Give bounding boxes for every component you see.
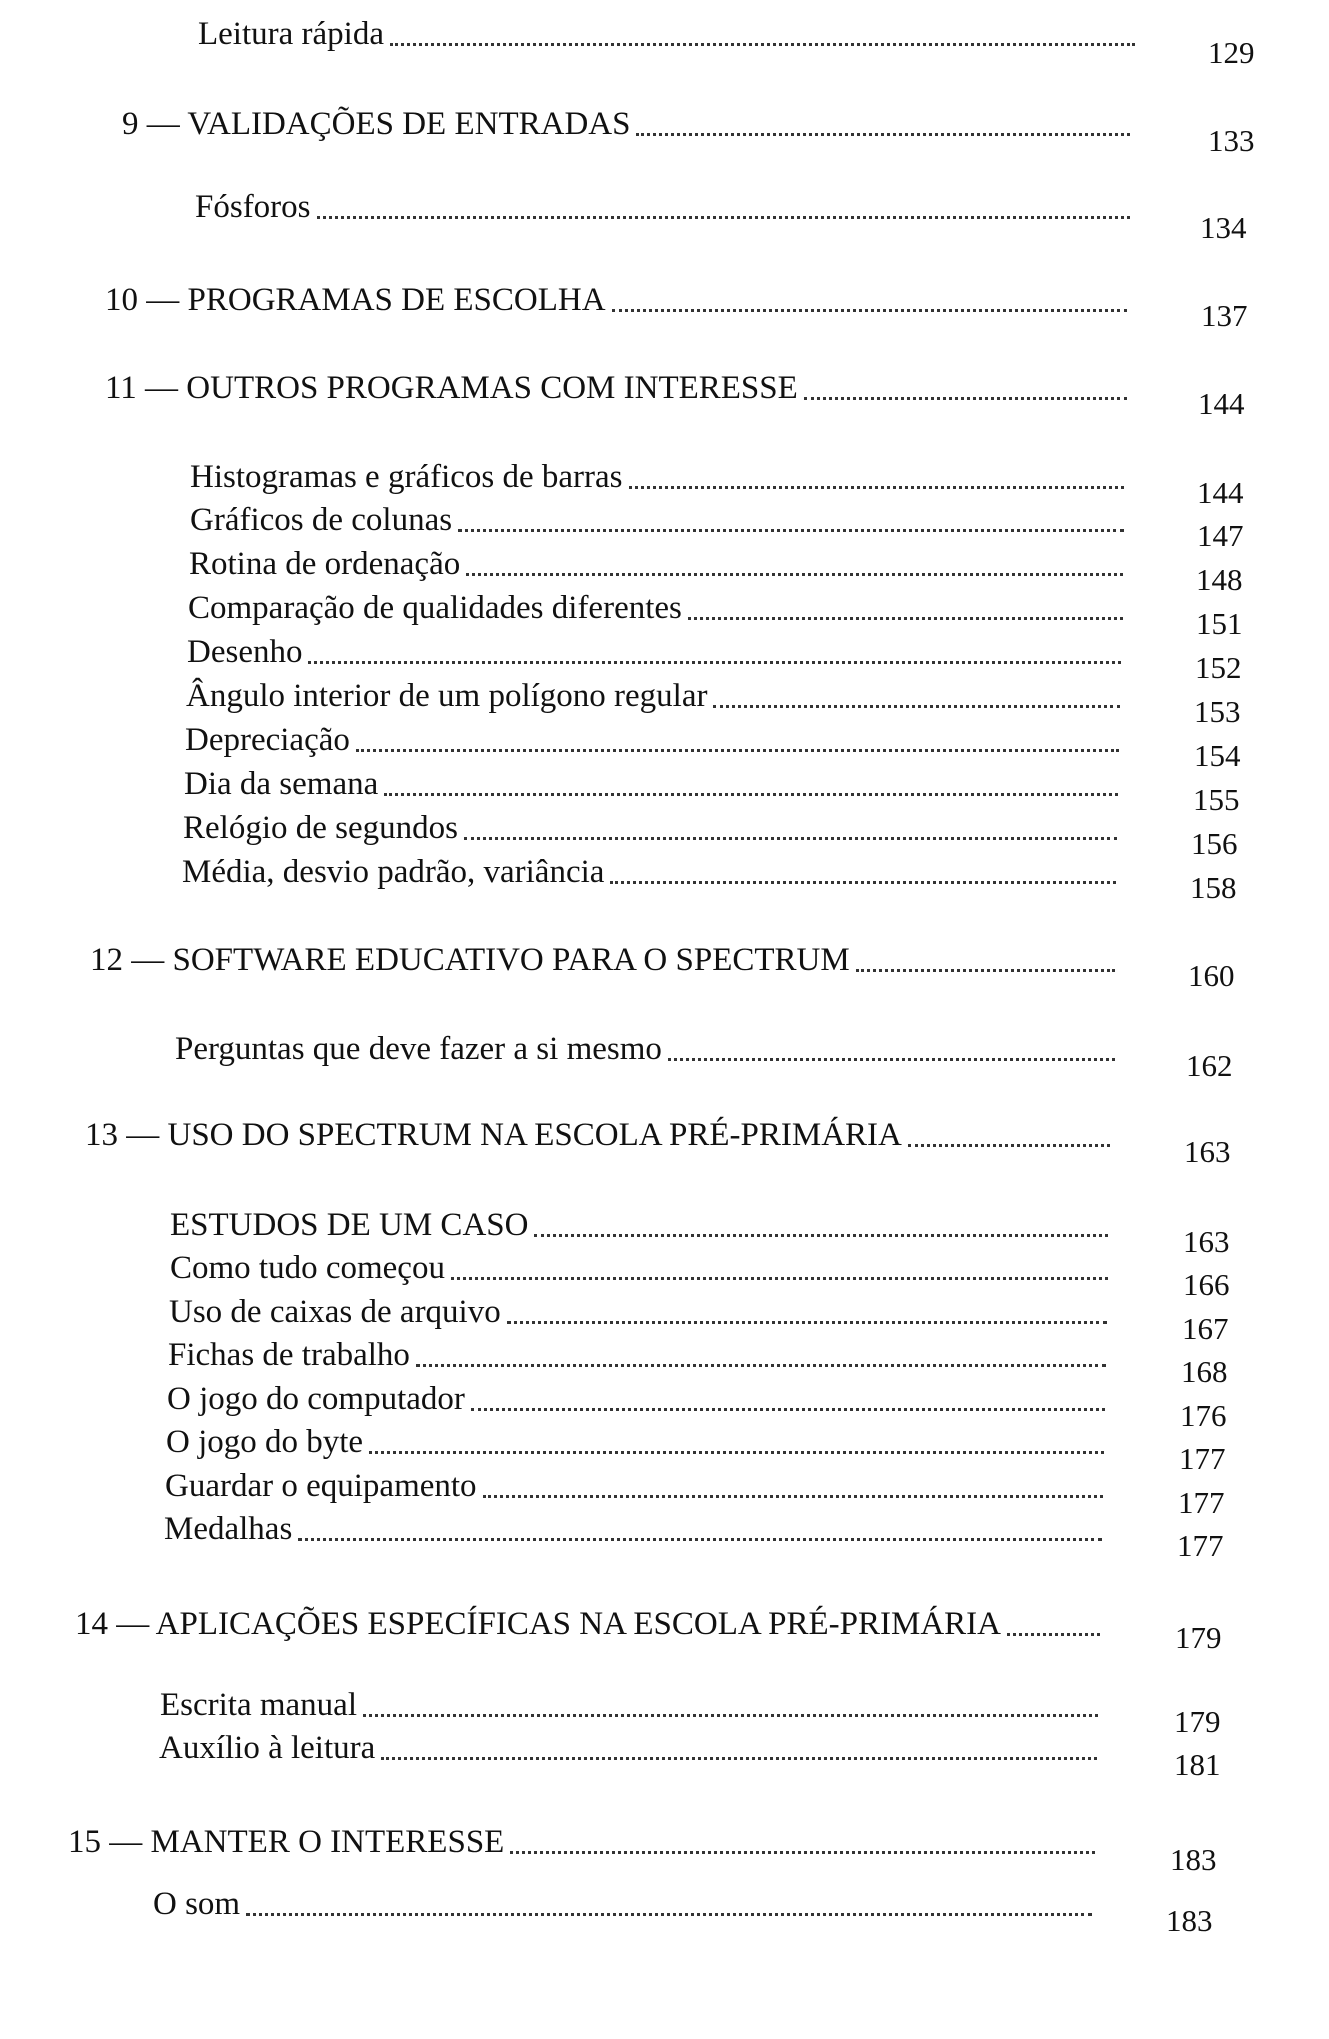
section-title: Média, desvio padrão, variância xyxy=(182,854,605,890)
page-number: 177 xyxy=(1177,1528,1224,1563)
toc-entry-row xyxy=(188,590,1133,626)
page-number: 183 xyxy=(1166,1903,1213,1938)
section-title: Comparação de qualidades diferentes xyxy=(188,590,682,626)
toc-entry-row xyxy=(184,766,1128,802)
dot-leader xyxy=(629,486,1125,489)
dot-leader xyxy=(466,573,1123,576)
page-number: 152 xyxy=(1195,650,1242,685)
dot-leader xyxy=(1007,1633,1100,1636)
page-number: 163 xyxy=(1184,1134,1231,1169)
dot-leader xyxy=(804,397,1127,400)
page-number: 133 xyxy=(1208,123,1255,158)
section-title: Depreciação xyxy=(185,722,350,758)
dot-leader xyxy=(713,705,1120,708)
page-number: 153 xyxy=(1194,694,1241,729)
dot-leader xyxy=(471,1408,1105,1411)
page-number: 177 xyxy=(1178,1485,1225,1520)
page-number: 177 xyxy=(1179,1441,1226,1476)
page-number: 176 xyxy=(1180,1398,1227,1433)
dot-leader xyxy=(534,1234,1108,1237)
section-title: Fósforos xyxy=(195,189,311,225)
toc-entry-row xyxy=(153,1886,1102,1922)
page-number: 155 xyxy=(1193,782,1240,817)
chapter-title: 11 — OUTROS PROGRAMAS COM INTERESSE xyxy=(105,370,798,406)
dot-leader xyxy=(451,1277,1108,1280)
page-number: 167 xyxy=(1182,1311,1229,1346)
dot-leader xyxy=(464,837,1117,840)
toc-entry-row xyxy=(190,502,1134,538)
page-number: 134 xyxy=(1200,210,1247,245)
toc-entry-row xyxy=(182,854,1126,890)
chapter-title: 15 — MANTER O INTERESSE xyxy=(68,1824,505,1860)
page-number: 160 xyxy=(1188,958,1235,993)
page-number: 144 xyxy=(1198,386,1245,421)
dot-leader xyxy=(510,1851,1095,1854)
page-number: 158 xyxy=(1190,870,1237,905)
dot-leader xyxy=(610,881,1116,884)
toc-entry-row xyxy=(190,459,1134,495)
dot-leader xyxy=(384,793,1118,796)
section-title: ESTUDOS DE UM CASO xyxy=(170,1207,529,1243)
dot-leader xyxy=(369,1451,1104,1454)
toc-entry-row xyxy=(198,16,1145,52)
page-number: 166 xyxy=(1183,1267,1230,1302)
page-number: 129 xyxy=(1208,35,1255,70)
dot-leader xyxy=(363,1714,1098,1717)
section-title: Histogramas e gráficos de barras xyxy=(190,459,623,495)
section-title: O jogo do computador xyxy=(167,1381,465,1417)
section-title: O som xyxy=(153,1886,241,1922)
section-title: Como tudo começou xyxy=(170,1250,445,1286)
chapter-title: 14 — APLICAÇÕES ESPECÍFICAS NA ESCOLA PRÉ-PRIMÁRIA xyxy=(75,1606,1001,1642)
page-number: 151 xyxy=(1196,606,1243,641)
toc-chapter-row xyxy=(122,106,1140,142)
page-number: 163 xyxy=(1183,1224,1230,1259)
dot-leader xyxy=(483,1495,1103,1498)
toc-entry-row xyxy=(169,1294,1117,1330)
toc-entry-row xyxy=(165,1468,1113,1504)
dot-leader xyxy=(356,749,1119,752)
section-title: Medalhas xyxy=(164,1511,293,1547)
toc-entry-row xyxy=(164,1511,1112,1547)
page-number: 147 xyxy=(1197,518,1244,553)
toc-entry-row xyxy=(186,678,1130,714)
dot-leader xyxy=(856,969,1115,972)
toc-chapter-row xyxy=(75,1606,1110,1642)
page-number: 144 xyxy=(1197,475,1244,510)
section-title: Relógio de segundos xyxy=(183,810,458,846)
toc-entry-row xyxy=(183,810,1127,846)
toc-entry-row xyxy=(159,1730,1107,1766)
section-title: Desenho xyxy=(187,634,303,670)
toc-chapter-row xyxy=(68,1824,1105,1860)
dot-leader xyxy=(612,309,1127,312)
dot-leader xyxy=(390,43,1135,46)
page-number: 148 xyxy=(1196,562,1243,597)
dot-leader xyxy=(416,1364,1106,1367)
toc-chapter-row xyxy=(105,282,1137,318)
toc-chapter-row xyxy=(90,942,1125,978)
page-number: 137 xyxy=(1201,298,1248,333)
dot-leader xyxy=(636,133,1130,136)
section-title: Leitura rápida xyxy=(198,16,384,52)
dot-leader xyxy=(308,661,1121,664)
chapter-title: 9 — VALIDAÇÕES DE ENTRADAS xyxy=(122,106,631,142)
toc-entry-row xyxy=(166,1424,1114,1460)
section-title: Perguntas que deve fazer a si mesmo xyxy=(175,1031,662,1067)
page-number: 183 xyxy=(1170,1842,1217,1877)
section-title: O jogo do byte xyxy=(166,1424,364,1460)
toc-entry-row xyxy=(170,1250,1118,1286)
chapter-title: 10 — PROGRAMAS DE ESCOLHA xyxy=(105,282,606,318)
dot-leader xyxy=(507,1321,1107,1324)
page-number: 179 xyxy=(1174,1704,1221,1739)
page-number: 181 xyxy=(1174,1747,1221,1782)
dot-leader xyxy=(908,1144,1110,1147)
section-title: Ângulo interior de um polígono regular xyxy=(186,678,708,714)
toc-chapter-row xyxy=(105,370,1137,406)
section-title: Dia da semana xyxy=(184,766,379,802)
section-title: Guardar o equipamento xyxy=(165,1468,477,1504)
dot-leader xyxy=(246,1913,1092,1916)
page-number: 162 xyxy=(1186,1048,1233,1083)
section-title: Escrita manual xyxy=(160,1687,358,1723)
dot-leader xyxy=(298,1538,1102,1541)
dot-leader xyxy=(381,1757,1097,1760)
section-title: Rotina de ordenação xyxy=(189,546,461,582)
toc-entry-row xyxy=(167,1381,1115,1417)
toc-entry-row xyxy=(187,634,1131,670)
section-title: Gráficos de colunas xyxy=(190,502,453,538)
page-number: 179 xyxy=(1175,1620,1222,1655)
toc-chapter-row xyxy=(85,1117,1120,1153)
section-title: Fichas de trabalho xyxy=(168,1337,410,1373)
section-title: Auxílio à leitura xyxy=(159,1730,376,1766)
page-number: 154 xyxy=(1194,738,1241,773)
section-title: Uso de caixas de arquivo xyxy=(169,1294,501,1330)
dot-leader xyxy=(458,529,1124,532)
toc-entry-row xyxy=(170,1207,1118,1243)
page-number: 156 xyxy=(1191,826,1238,861)
toc-entry-row xyxy=(189,546,1133,582)
dot-leader xyxy=(668,1058,1115,1061)
toc-entry-row xyxy=(195,189,1140,225)
chapter-title: 12 — SOFTWARE EDUCATIVO PARA O SPECTRUM xyxy=(90,942,850,978)
toc-entry-row xyxy=(168,1337,1116,1373)
dot-leader xyxy=(688,617,1123,620)
toc-entry-row xyxy=(175,1031,1125,1067)
toc-entry-row xyxy=(160,1687,1108,1723)
toc-entry-row xyxy=(185,722,1129,758)
dot-leader xyxy=(317,216,1130,219)
page-number: 168 xyxy=(1181,1354,1228,1389)
chapter-title: 13 — USO DO SPECTRUM NA ESCOLA PRÉ-PRIMÁRIA xyxy=(85,1117,902,1153)
